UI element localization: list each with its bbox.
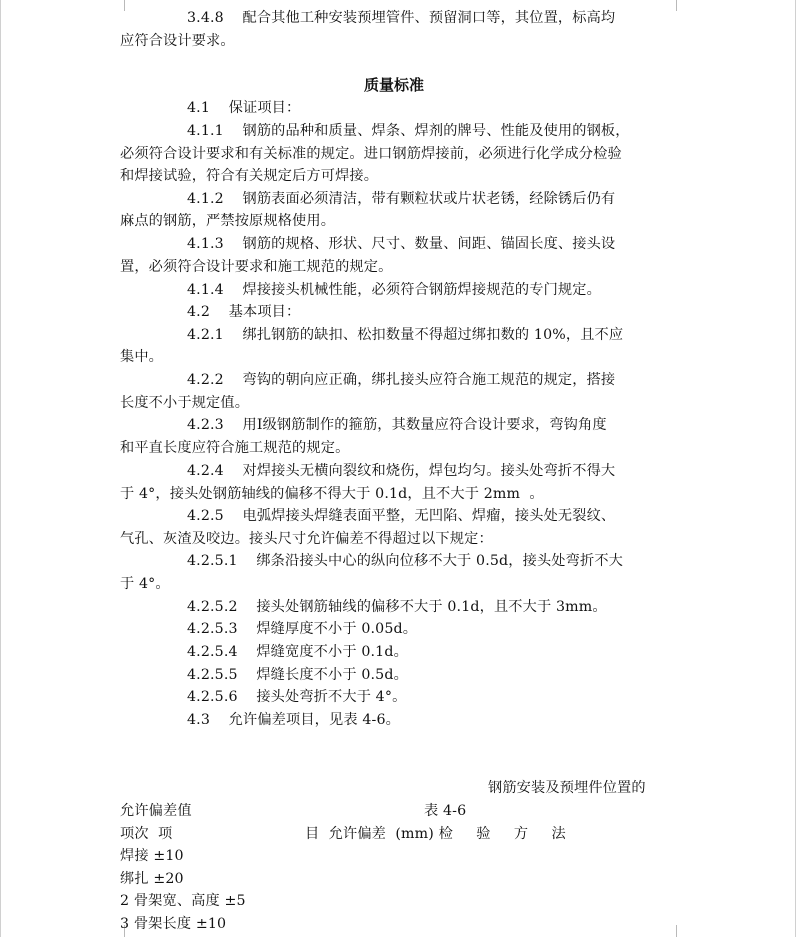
table-caption-line: 钢筋安装及预埋件位置的 — [488, 780, 646, 796]
table-header-line: 目 允许偏差 (mm) 检 验 方 法 — [305, 826, 566, 842]
text-line: 4.2.5.1 绑条沿接头中心的纵向位移不大于 0.5d，接头处弯折不大 — [187, 553, 623, 569]
text-line: 和平直长度应符合施工规范的规定。 — [120, 440, 350, 456]
text-line: 集中。 — [120, 349, 164, 365]
text-line: 4.1.3 钢筋的规格、形状、尺寸、数量、间距、锚固长度、接头设 — [187, 236, 616, 252]
table-caption-line: 允许偏差值 — [120, 803, 192, 819]
text-line: 和焊接试验，符合有关规定后方可焊接。 — [120, 168, 379, 184]
text-line: 4.2.2 弯钩的朝向应正确，绑扎接头应符合施工规范的规定，搭接 — [187, 372, 616, 388]
text-line: 4.2.4 对焊接头无横向裂纹和烧伤，焊包均匀。接头处弯折不得大 — [187, 463, 616, 479]
text-line: 4.2.5.4 焊缝宽度不小于 0.1d。 — [187, 644, 408, 660]
text-line: 4.1.1 钢筋的品种和质量、焊条、焊剂的牌号、性能及使用的钢板， — [187, 123, 630, 139]
corner-mark-bottom-right — [676, 925, 689, 937]
text-line: 4.1.4 焊接接头机械性能，必须符合钢筋焊接规范的专门规定。 — [187, 282, 601, 298]
text-line: 于 4°，接头处钢筋轴线的偏移不得大于 0.1d，且不大于 2mm 。 — [120, 486, 544, 502]
text-line: 3.4.8 配合其他工种安装预埋管件、预留洞口等，其位置，标高均 — [187, 10, 616, 26]
text-line: 4.2.5 电弧焊接头焊缝表面平整，无凹陷、焊瘤，接头处无裂纹、 — [187, 508, 616, 524]
table-row-line: 焊接 ±10 — [120, 848, 184, 864]
text-line: 麻点的钢筋，严禁按原规格使用。 — [120, 213, 336, 229]
text-line: 气孔、灰渣及咬边。接头尺寸允许偏差不得超过以下规定： — [120, 531, 493, 547]
text-line: 4.1.2 钢筋表面必须清洁，带有颗粒状或片状老锈，经除锈后仍有 — [187, 191, 616, 207]
table-header-line: 项次 项 — [120, 826, 173, 842]
text-line: 于 4°。 — [120, 576, 170, 592]
text-line: 4.2.3 用Ⅰ级钢筋制作的箍筋，其数量应符合设计要求，弯钩角度 — [187, 417, 607, 433]
text-line: 4.2 基本项目： — [187, 304, 301, 320]
text-line: 置，必须符合设计要求和施工规范的规定。 — [120, 259, 393, 275]
text-line: 4.2.1 绑扎钢筋的缺扣、松扣数量不得超过绑扣数的 10%，且不应 — [187, 327, 624, 343]
table-row-line: 绑扎 ±20 — [120, 871, 184, 887]
corner-mark-top-right — [676, 0, 689, 11]
text-line: 4.2.5.2 接头处钢筋轴线的偏移不大于 0.1d，且不大于 3mm。 — [187, 599, 607, 615]
text-line: 4.2.5.3 焊缝厚度不小于 0.05d。 — [187, 621, 418, 637]
section-heading: 质量标准 — [364, 76, 425, 94]
text-line: 长度不小于规定值。 — [120, 395, 250, 411]
table-number: 表 4-6 — [424, 803, 467, 819]
text-line: 4.2.5.5 焊缝长度不小于 0.5d。 — [187, 667, 408, 683]
table-row-line: 2 骨架宽、高度 ±5 — [120, 893, 246, 909]
corner-mark-top-left — [112, 0, 125, 11]
text-line: 必须符合设计要求和有关标准的规定。进口钢筋焊接前，必须进行化学成分检验 — [120, 146, 622, 162]
text-line: 4.1 保证项目： — [187, 100, 301, 116]
text-line: 4.2.5.6 接头处弯折不大于 4°。 — [187, 689, 407, 705]
table-row-line: 3 骨架长度 ±10 — [120, 916, 227, 932]
text-line: 4.3 允许偏差项目，见表 4-6。 — [187, 712, 400, 728]
page-edge-left — [0, 0, 1, 937]
text-line: 应符合设计要求。 — [120, 33, 235, 49]
